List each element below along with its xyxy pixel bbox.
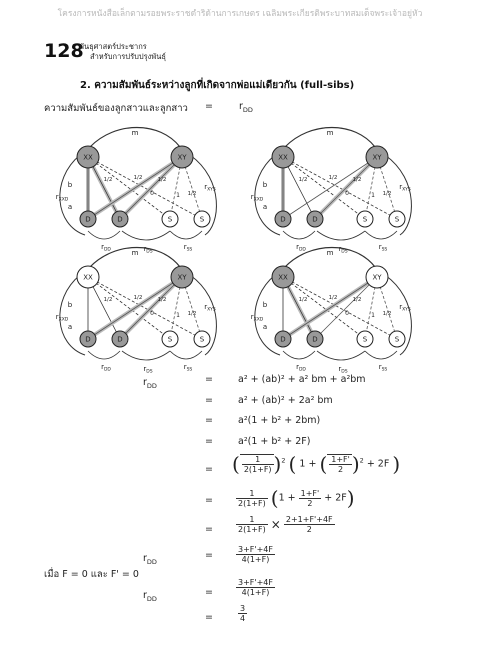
- panel2-b-label: b: [67, 301, 73, 309]
- panel3-rds-arc: [317, 351, 365, 360]
- panel1-node-xy-label: XY: [372, 153, 382, 162]
- eq-sign-6: =: [205, 495, 213, 506]
- panel0-rss-label: $r_{SS}$: [183, 243, 193, 253]
- panel0-node-xy-label: XY: [177, 153, 187, 162]
- panel1-coef-c: 1/2: [352, 177, 362, 183]
- eq-sign-10: =: [205, 612, 213, 623]
- panel3-m-label: m: [326, 249, 334, 257]
- panel3-node-d1-label: D: [280, 335, 286, 344]
- panel3-coef-f: 0: [345, 310, 349, 317]
- panel0-m-label: m: [131, 129, 139, 137]
- panel1-coef-f: 0: [345, 190, 349, 197]
- line-6: $\frac{1}{2(1+F)}$ (1 + $\frac{1+F'}{2}$ + 2F): [238, 486, 355, 510]
- panel2-m-label: m: [131, 249, 139, 257]
- panel2-rds-arc: [122, 351, 170, 360]
- panel0-rdd-label: $r_{DD}$: [101, 243, 111, 253]
- eq-sign-5: =: [205, 464, 213, 475]
- panel3-rxxd-label: $r_{XXD}$: [250, 313, 264, 323]
- panel0-rxys-label: $r_{XYS}$: [204, 183, 216, 193]
- panel1-rdd-label: $r_{DD}$: [296, 243, 306, 253]
- panel0-a-label: a: [67, 203, 73, 211]
- book-title-line-1: พันธุศาสตร์ประชากร: [79, 42, 147, 51]
- panel2-path-4: [88, 277, 182, 339]
- panel2-coef-e: 1/2: [187, 311, 197, 317]
- panel2-rdd-arc: [88, 351, 120, 359]
- line-7: $\frac{1}{2(1+F)}$ × $\frac{2+1+F'+4F}{2}$: [238, 515, 333, 534]
- panel3-rds-label: $r_{DS}$: [338, 365, 348, 375]
- panel2-rds-label: $r_{DS}$: [143, 365, 153, 375]
- panel0-rss-arc: [170, 231, 202, 239]
- line-2: a² + (ab)² + 2a² bm: [238, 395, 333, 406]
- eq-sign-3: =: [205, 415, 213, 426]
- panel2-node-xx-label: XX: [83, 273, 93, 282]
- panel0-rds-label: $r_{DS}$: [143, 245, 153, 255]
- panel1-rss-arc: [365, 231, 397, 239]
- panel1-node-d1-label: D: [280, 215, 286, 224]
- panel3-coef-c: 1/2: [352, 297, 362, 303]
- panel0-node-s2-label: S: [199, 215, 205, 224]
- condition-text: เมื่อ F = 0 และ F' = 0: [44, 569, 139, 580]
- panel3-rss-label: $r_{SS}$: [378, 363, 388, 373]
- panel1-node-d2-label: D: [312, 215, 318, 224]
- panel2-coef-a: 1/2: [103, 297, 113, 303]
- panel1-rdd-arc: [283, 231, 315, 239]
- panel3-coef-b: 1/2: [328, 295, 338, 301]
- panel3-rss-arc: [365, 351, 397, 359]
- line-1: a² + (ab)² + a² bm + a²bm: [238, 374, 366, 385]
- panel1-node-xx-label: XX: [278, 153, 288, 162]
- panel1-coef-b: 1/2: [328, 175, 338, 181]
- panel0-coef-f: 0: [150, 190, 154, 197]
- panel2-a-label: a: [67, 323, 73, 331]
- eq-sign-8: =: [205, 550, 213, 561]
- panel2-rss-arc: [170, 351, 202, 359]
- panel0-node-xx-label: XX: [83, 153, 93, 162]
- panel2-node-s1-label: S: [167, 335, 173, 344]
- panel0-b-label: b: [67, 181, 73, 189]
- panel2-coef-b: 1/2: [133, 295, 143, 301]
- panel2-rdd-label: $r_{DD}$: [101, 363, 111, 373]
- page-number: 128: [44, 40, 84, 62]
- panel3-coef-a: 1/2: [298, 297, 308, 303]
- panel0-rxxd-label: $r_{XXD}$: [55, 193, 69, 203]
- panel3-rxys-label: $r_{XYS}$: [399, 303, 411, 313]
- line-10: $\frac{3}{4}$: [240, 604, 246, 623]
- panel1-rds-label: $r_{DS}$: [338, 245, 348, 255]
- section-title: 2. ความสัมพันธ์ระหว่างลูกที่เกิดจากพ่อแม่เดียวกัน (full-sibs): [80, 80, 355, 91]
- panel1-node-s2-label: S: [394, 215, 400, 224]
- panel1-node-s1-label: S: [362, 215, 368, 224]
- rdd-label-3: $r_{DD}$: [143, 590, 157, 603]
- panel2-rss-label: $r_{SS}$: [183, 363, 193, 373]
- panel2-rxxd-label: $r_{XXD}$: [55, 313, 69, 323]
- panel3-node-s2-label: S: [394, 335, 400, 344]
- eq-sign-1: =: [205, 374, 213, 385]
- eq-sign-2: =: [205, 395, 213, 406]
- panel3-b-label: b: [262, 301, 268, 309]
- panel0-rdd-arc: [88, 231, 120, 239]
- panel2-node-d2-label: D: [117, 335, 123, 344]
- panel0-node-s1-label: S: [167, 215, 173, 224]
- panel0-node-d1-label: D: [85, 215, 91, 224]
- panel0-node-d2-label: D: [117, 215, 123, 224]
- line-3: a²(1 + b² + 2bm): [238, 415, 321, 426]
- intro-rhs: $r_{DD}$: [239, 101, 253, 114]
- book-title-line-2: สำหรับการปรับปรุงพันธุ์: [90, 52, 166, 61]
- panel0-coef-d: 1: [176, 192, 180, 199]
- panel3-node-s1-label: S: [362, 335, 368, 344]
- running-header: โครงการหนังสือเล็กตามรอยพระราชดำริด้านการเกษตร เฉลิมพระเกียรติพระบาทสมเด็จพระเจ้าอยู่หัว: [57, 9, 423, 19]
- panel1-rxys-label: $r_{XYS}$: [399, 183, 411, 193]
- panel0-coef-a: 1/2: [103, 177, 113, 183]
- panel2-node-xy-label: XY: [177, 273, 187, 282]
- rdd-label-1: $r_{DD}$: [143, 377, 157, 390]
- panel2-node-s2-label: S: [199, 335, 205, 344]
- intro-eq: =: [205, 101, 213, 112]
- panel3-a-label: a: [262, 323, 268, 331]
- panel3-node-d2-label: D: [312, 335, 318, 344]
- panel3-rdd-label: $r_{DD}$: [296, 363, 306, 373]
- panel3-rdd-arc: [283, 351, 315, 359]
- panel1-rss-label: $r_{SS}$: [378, 243, 388, 253]
- panel3-coef-d: 1: [371, 312, 375, 319]
- eq-sign-4: =: [205, 436, 213, 447]
- eq-sign-7: =: [205, 524, 213, 535]
- panel3-node-xy-label: XY: [372, 273, 382, 282]
- line-9: $\frac{3+F'+4F}{4(1+F)}$: [238, 578, 273, 597]
- line-4: a²(1 + b² + 2F): [238, 436, 311, 447]
- panel2-coef-f: 0: [150, 310, 154, 317]
- panel0-rds-arc: [122, 231, 170, 240]
- rdd-label-2: $r_{DD}$: [143, 553, 157, 566]
- panel0-coef-b: 1/2: [133, 175, 143, 181]
- intro-label: ความสัมพันธ์ของลูกสาวและลูกสาว: [44, 103, 188, 114]
- panel1-rxxd-label: $r_{XXD}$: [250, 193, 264, 203]
- panel1-b-label: b: [262, 181, 268, 189]
- panel2-node-d1-label: D: [85, 335, 91, 344]
- line-5: ( $\frac{1}{2(1+F)}$ )$^2$ ( 1 + ( $\frac{1+F'}{2}$ )$^2$ + 2F ): [232, 452, 401, 476]
- panel1-path-4: [283, 157, 377, 219]
- panel2-coef-c: 1/2: [157, 297, 167, 303]
- panel0-coef-c: 1/2: [157, 177, 167, 183]
- panel3-coef-e: 1/2: [382, 311, 392, 317]
- panel1-rds-arc: [317, 231, 365, 240]
- panel2-rxys-label: $r_{XYS}$: [204, 303, 216, 313]
- panel1-a-label: a: [262, 203, 268, 211]
- panel2-coef-d: 1: [176, 312, 180, 319]
- eq-sign-9: =: [205, 587, 213, 598]
- panel1-coef-d: 1: [371, 192, 375, 199]
- line-8: $\frac{3+F'+4F}{4(1+F)}$: [238, 545, 273, 564]
- panel0-coef-e: 1/2: [187, 191, 197, 197]
- panel1-coef-a: 1/2: [298, 177, 308, 183]
- panel1-coef-e: 1/2: [382, 191, 392, 197]
- panel1-m-label: m: [326, 129, 334, 137]
- panel3-node-xx-label: XX: [278, 273, 288, 282]
